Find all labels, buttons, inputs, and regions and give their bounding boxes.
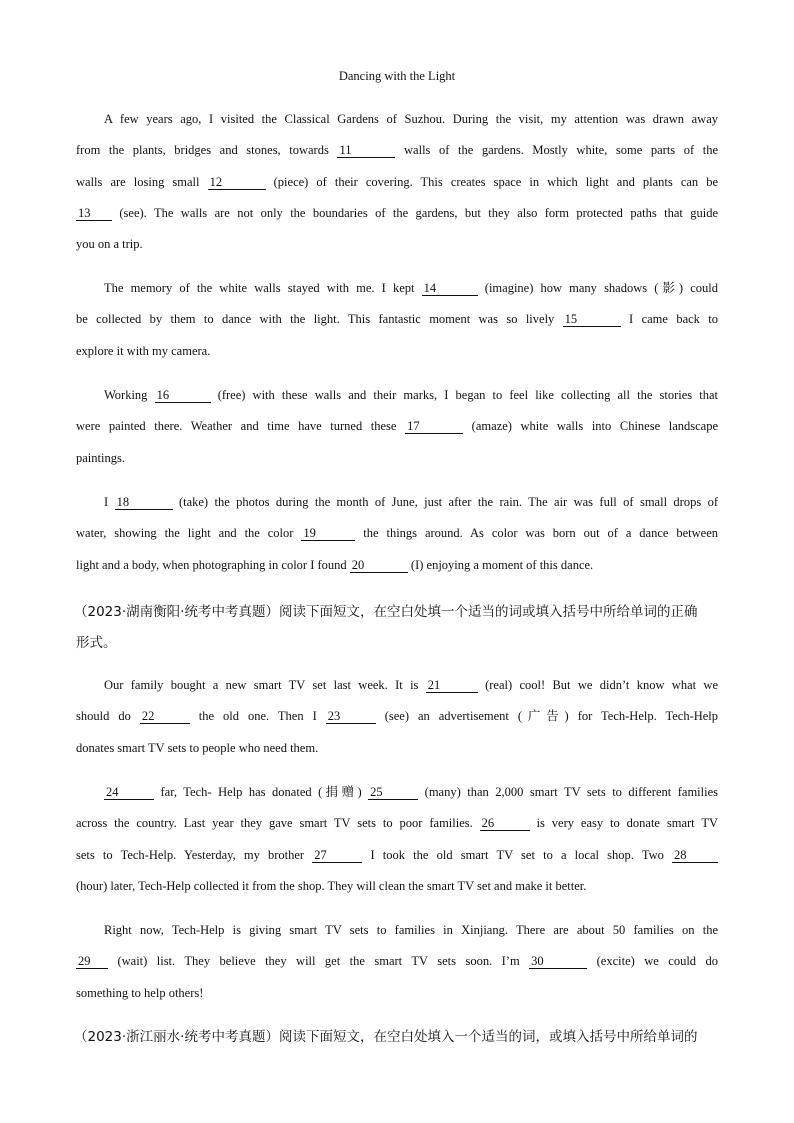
blank-21[interactable]: 21 [426,678,478,693]
p4-text: water, showing the light and the color [76,526,294,541]
blank-19[interactable]: 19 [301,526,355,541]
p1-text: walls of the gardens. Mostly white, some parts of the [404,143,718,158]
blank-28[interactable]: 28 [672,848,718,863]
exercise-heading-1 [76,597,718,659]
paragraph-5 [76,670,718,764]
p3-text: were painted there. Weather and time have turned these [76,419,397,434]
p5-line-2 [76,701,718,732]
blank-13[interactable]: 13 [76,206,112,221]
p3-line-1 [76,380,718,411]
blank-18[interactable]: 18 [115,495,173,510]
paragraph-7 [76,915,718,1009]
p5-line-3: donates smart TV sets to people who need them. [76,740,319,755]
p1-text: (see). The walls are not only the boundaries of the gardens, but they also form protected paths that guide [119,205,718,220]
heading-1-line-2: 形式。 [76,635,117,651]
blank-23[interactable]: 23 [326,709,376,724]
p4-text: (take) the photos during the month of June, just after the rain. The air was full of small drops of [178,495,718,509]
p5-text: (see) an advertisement (广告) for Tech-Help. Tech-Help [384,709,718,724]
p7-text: (excite) we could do [596,954,718,969]
p7-line-3: something to help others! [76,985,204,1000]
p1-text: (piece) of their covering. This creates space in which light and plants can be [273,174,718,189]
p6-text: I took the old smart TV set to a local shop. Two [370,847,664,862]
p3-text: Working [104,388,148,402]
blank-12[interactable]: 12 [208,175,266,190]
p1-line-3 [76,167,718,198]
p4-line-1 [76,487,718,518]
p6-line-2 [76,808,718,839]
p5-text: the old one. Then I [198,709,317,724]
paragraph-3 [76,380,718,474]
p2-text: be collected by them to dance with the light. This fantastic moment was so lively [76,312,555,327]
p4-text: (I) enjoying a moment of this dance. [410,557,594,572]
p6-text: is very easy to donate smart TV [536,816,718,831]
p5-line-1 [76,670,718,701]
p3-line-3: paintings. [76,450,125,465]
passage-title: Dancing with the Light [338,69,456,83]
p6-line-3 [76,840,718,871]
blank-14[interactable]: 14 [422,281,478,296]
p4-text: I [104,495,109,509]
p4-text: light and a body, when photographing in color I found [76,557,347,572]
p2-line-2 [76,304,718,335]
exercise-heading-2 [76,1022,718,1053]
p2-text: The memory of the white walls stayed with me. I kept [104,281,415,295]
p6-text: sets to Tech-Help. Yesterday, my brother [76,847,305,862]
blank-20[interactable]: 20 [350,558,408,573]
p4-text: the things around. As color was born out of a dance between [363,526,718,541]
blank-22[interactable]: 22 [140,709,190,724]
p3-text: (amaze) white walls into Chinese landscape [471,419,718,434]
blank-26[interactable]: 26 [480,816,530,831]
p2-text: (imagine) how many shadows (影) could [484,281,718,295]
p1-line-4 [76,198,718,229]
p7-text: (wait) list. They believe they will get the smart TV sets soon. I’m [117,954,520,969]
p1-line-1: A few years ago, I visited the Classical Gardens of Suzhou. During the visit, my attention was drawn away [104,112,718,126]
blank-15[interactable]: 15 [563,312,621,327]
paragraph-1 [76,104,718,260]
p4-line-2 [76,518,718,549]
blank-11[interactable]: 11 [337,143,395,158]
blank-25[interactable]: 25 [368,785,418,800]
p2-line-3: explore it with my camera. [76,343,211,358]
blank-29[interactable]: 29 [76,954,108,969]
p3-line-2 [76,411,718,442]
p5-text: should do [76,709,131,724]
paragraph-4 [76,487,718,581]
p7-line-2 [76,946,718,977]
p6-text: (many) than 2,000 smart TV sets to different families [424,785,718,799]
heading-2-line-1: （2023·浙江丽水·统考中考真题）阅读下面短文，在空白处填入一个适当的词，或填入括号中所给单词的 [74,1029,698,1045]
blank-17[interactable]: 17 [405,419,463,434]
p6-line-1 [76,777,718,808]
heading-1-line-1: （2023·湖南衡阳·统考中考真题）阅读下面短文，在空白处填一个适当的词或填入括号中所给单词的正确 [74,604,698,620]
p6-line-4: (hour) later, Tech-Help collected it from the shop. They will clean the smart TV set and make it better. [76,878,587,893]
p4-line-3 [76,550,718,581]
blank-24[interactable]: 24 [104,785,154,800]
blank-27[interactable]: 27 [312,848,362,863]
p5-text: (real) cool! But we didn’t know what we [485,678,718,692]
p1-line-5: you on a trip. [76,237,143,252]
p2-line-1 [76,273,718,304]
blank-16[interactable]: 16 [155,388,211,403]
p2-text: I came back to [629,312,718,327]
p6-text: far, Tech- Help has donated (捐赠) [160,785,362,799]
p7-line-1: Right now, Tech-Help is giving smart TV sets to families in Xinjiang. There are about 50 families on the [104,923,718,937]
p3-text: (free) with these walls and their marks, I began to feel like collecting all the stories that [217,388,718,402]
blank-30[interactable]: 30 [529,954,587,969]
paragraph-6 [76,777,718,902]
p5-text: Our family bought a new smart TV set last week. It is [104,678,419,692]
p6-text: across the country. Last year they gave smart TV sets to poor families. [76,816,473,831]
p1-text: walls are losing small [76,174,200,189]
paragraph-2 [76,273,718,367]
p1-text: from the plants, bridges and stones, towards [76,143,329,158]
p1-line-2 [76,135,718,166]
